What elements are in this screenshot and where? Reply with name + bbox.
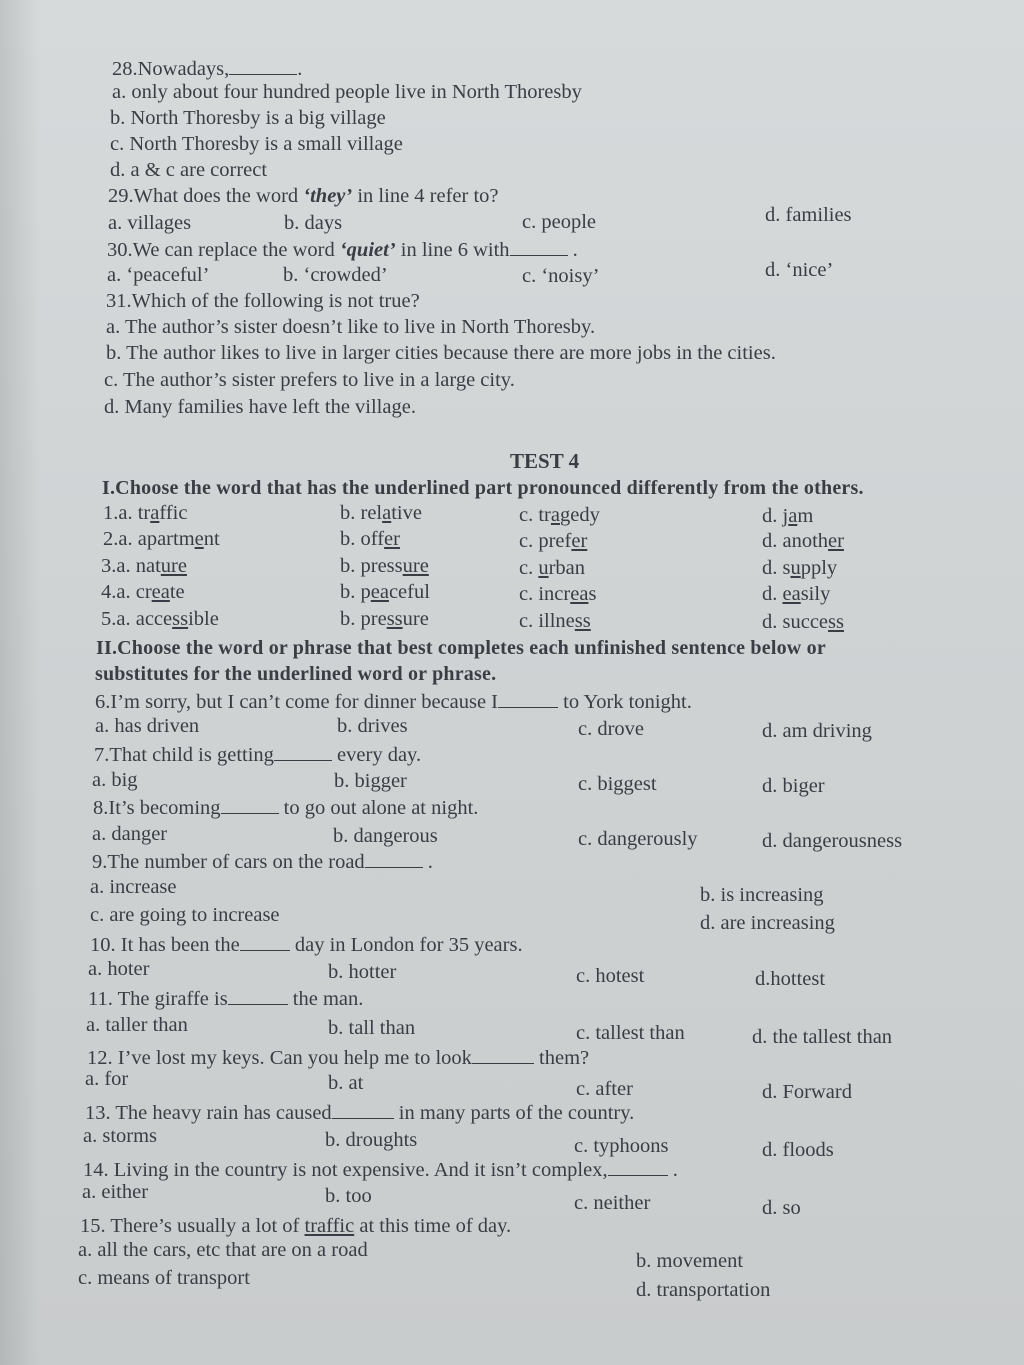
pronunciation-q2-option-c: c. prefer xyxy=(519,530,588,552)
underlined-part: a xyxy=(550,504,560,526)
question-30-option-a: a. ‘peaceful’ xyxy=(107,264,210,286)
pronunciation-q2-option-b: b. offer xyxy=(340,528,400,550)
question-30-option-d: d. ‘nice’ xyxy=(765,259,834,281)
question-31-option-a: a. The author’s sister doesn’t like to live in North Thoresby. xyxy=(106,316,596,338)
question-13-option-b: b. droughts xyxy=(325,1129,418,1151)
question-9-option-d: d. are increasing xyxy=(700,912,835,934)
pronunciation-q4-option-b: b. peaceful xyxy=(340,581,430,603)
question-7-option-d: d. biger xyxy=(762,775,825,797)
pronunciation-q4-option-a: 4.a. create xyxy=(101,581,185,603)
underlined-part: ss xyxy=(172,608,189,630)
question-30-option-b: b. ‘crowded’ xyxy=(283,264,388,286)
question-12-option-a: a. for xyxy=(85,1068,129,1090)
question-15-option-b: b. movement xyxy=(636,1250,744,1272)
question-29-option-c: c. people xyxy=(522,211,596,233)
question-28-stem: 28.Nowadays, . xyxy=(112,58,303,80)
question-7-option-b: b. bigger xyxy=(334,770,407,792)
underlined-part: ss xyxy=(574,610,591,632)
underlined-part: er xyxy=(571,530,588,552)
question-28-option-d: d. a & c are correct xyxy=(110,159,268,181)
pronunciation-q3-option-d: d. supply xyxy=(762,557,838,579)
question-7-option-c: c. biggest xyxy=(578,773,657,795)
pronunciation-q1-option-b: b. relative xyxy=(340,502,422,524)
question-14-option-b: b. too xyxy=(325,1185,372,1207)
question-9-option-b: b. is increasing xyxy=(700,884,824,906)
answer-blank[interactable] xyxy=(240,932,290,951)
pronunciation-q4-option-c: c. increas xyxy=(519,583,597,605)
question-6-option-c: c. drove xyxy=(578,718,645,740)
question-29-option-a: a. villages xyxy=(108,212,192,234)
question-30-option-c: c. ‘noisy’ xyxy=(522,265,600,287)
question-13-option-a: a. storms xyxy=(83,1125,158,1147)
question-15-option-a: a. all the cars, etc that are on a road xyxy=(78,1239,368,1261)
question-8-stem: 8.It’s becoming to go out alone at night. xyxy=(93,797,479,819)
question-10-option-c: c. hotest xyxy=(576,965,645,987)
question-14-option-c: c. neither xyxy=(574,1192,651,1214)
underlined-part: u xyxy=(538,557,549,579)
question-13-stem: 13. The heavy rain has caused in many parts of the country. xyxy=(85,1102,635,1124)
underlined-part: a xyxy=(382,502,392,524)
answer-blank[interactable] xyxy=(228,986,288,1005)
underlined-part: ure xyxy=(160,555,187,577)
answer-blank[interactable] xyxy=(274,742,332,761)
question-10-stem: 10. It has been the day in London for 35 years. xyxy=(90,934,523,956)
pronunciation-q1-option-d: d. jam xyxy=(762,505,814,527)
underlined-part: ss xyxy=(828,611,844,633)
underlined-part: er xyxy=(384,528,400,550)
question-15-option-c: c. means of transport xyxy=(78,1267,250,1289)
section-2-heading-line-1: II.Choose the word or phrase that best completes each unfinished sentence below or xyxy=(96,637,826,659)
question-8-option-c: c. dangerously xyxy=(578,828,698,850)
underlined-part: ea xyxy=(151,581,170,603)
answer-blank[interactable] xyxy=(221,795,279,814)
question-6-option-a: a. has driven xyxy=(95,715,200,737)
question-6-stem: 6.I’m sorry, but I can’t come for dinner because I to York tonight. xyxy=(95,691,692,713)
underlined-part: ea xyxy=(370,581,389,603)
question-11-option-d: d. the tallest than xyxy=(752,1026,893,1048)
answer-blank[interactable] xyxy=(332,1100,394,1119)
question-10-option-d: d.hottest xyxy=(755,968,826,990)
underlined-part: ea xyxy=(570,583,589,605)
question-31-stem: 31.Which of the following is not true? xyxy=(106,290,420,312)
pronunciation-q5-option-c: c. illness xyxy=(519,610,591,632)
question-28-option-a: a. only about four hundred people live in North Thoresby xyxy=(112,81,582,103)
pronunciation-q5-option-b: b. pressure xyxy=(340,608,429,630)
pronunciation-q2-option-a: 2.a. apartment xyxy=(103,528,220,550)
question-29-stem: 29.What does the word ‘they’ in line 4 refer to? xyxy=(108,185,499,207)
question-12-stem: 12. I’ve lost my keys. Can you help me to look them? xyxy=(87,1047,590,1069)
section-1-heading: I.Choose the word that has the underlined part pronounced differently from the others. xyxy=(102,477,864,499)
question-11-stem: 11. The giraffe is the man. xyxy=(88,988,364,1010)
pronunciation-q5-option-d: d. success xyxy=(762,611,844,633)
question-6-option-d: d. am driving xyxy=(762,720,872,742)
question-11-option-a: a. taller than xyxy=(86,1014,188,1036)
underlined-part: u xyxy=(790,557,801,579)
pronunciation-q4-option-d: d. easily xyxy=(762,583,831,605)
question-14-stem: 14. Living in the country is not expensive. And it isn’t complex, . xyxy=(83,1159,678,1181)
answer-blank[interactable] xyxy=(365,849,423,868)
question-8-option-b: b. dangerous xyxy=(333,825,438,847)
pronunciation-q1-option-c: c. tragedy xyxy=(519,504,600,526)
question-30-stem: 30.We can replace the word ‘quiet’ in line 6 with . xyxy=(107,239,578,261)
question-8-option-d: d. dangerousness xyxy=(762,830,903,852)
pronunciation-q1-option-a: 1.a. traffic xyxy=(103,502,188,524)
question-14-option-a: a. either xyxy=(82,1181,149,1203)
question-31-option-c: c. The author’s sister prefers to live in a large city. xyxy=(104,369,515,391)
underlined-part: e xyxy=(194,528,204,550)
question-7-stem: 7.That child is getting every day. xyxy=(94,744,422,766)
question-12-option-c: c. after xyxy=(576,1078,633,1100)
question-11-option-c: c. tallest than xyxy=(576,1022,685,1044)
question-7-option-a: a. big xyxy=(92,769,138,791)
test-title: TEST 4 xyxy=(510,449,580,473)
question-12-option-d: d. Forward xyxy=(762,1081,852,1103)
answer-blank[interactable] xyxy=(498,689,558,708)
pronunciation-q2-option-d: d. another xyxy=(762,530,844,552)
question-29-option-d: d. families xyxy=(765,204,852,226)
section-2-heading-line-2: substitutes for the underlined word or phrase. xyxy=(95,663,497,685)
question-28-option-c: c. North Thoresby is a small village xyxy=(110,133,403,155)
question-6-option-b: b. drives xyxy=(337,715,408,737)
question-10-option-a: a. hoter xyxy=(88,958,150,980)
question-11-option-b: b. tall than xyxy=(328,1017,416,1039)
pronunciation-q3-option-c: c. urban xyxy=(519,557,586,579)
question-9-option-c: c. are going to increase xyxy=(90,904,280,926)
underlined-word: traffic xyxy=(304,1215,355,1237)
question-13-option-c: c. typhoons xyxy=(574,1135,669,1157)
question-10-option-b: b. hotter xyxy=(328,961,397,983)
question-28-option-b: b. North Thoresby is a big village xyxy=(110,107,386,129)
question-31-option-b: b. The author likes to live in larger cities because there are more jobs in the cities. xyxy=(106,342,776,364)
question-13-option-d: d. floods xyxy=(762,1139,834,1161)
pronunciation-q3-option-a: 3.a. nature xyxy=(101,555,187,577)
underlined-part: ea xyxy=(782,583,801,605)
question-15-option-d: d. transportation xyxy=(636,1279,771,1301)
question-31-option-d: d. Many families have left the village. xyxy=(104,396,416,418)
underlined-part: ss xyxy=(386,608,403,630)
answer-blank[interactable] xyxy=(608,1157,668,1176)
pronunciation-q5-option-a: 5.a. accessible xyxy=(101,608,219,630)
underlined-part: er xyxy=(828,530,844,552)
underlined-part: a xyxy=(788,505,798,527)
underlined-part: ure xyxy=(402,555,429,577)
answer-blank[interactable] xyxy=(472,1045,534,1064)
question-8-option-a: a. danger xyxy=(92,823,168,845)
question-9-option-a: a. increase xyxy=(90,876,177,898)
question-29-option-b: b. days xyxy=(284,212,343,234)
underlined-part: a xyxy=(150,502,160,524)
question-15-stem: 15. There’s usually a lot of traffic at this time of day. xyxy=(80,1215,512,1237)
question-9-stem: 9.The number of cars on the road . xyxy=(92,851,433,873)
question-12-option-b: b. at xyxy=(328,1072,364,1094)
pronunciation-q3-option-b: b. pressure xyxy=(340,555,429,577)
question-14-option-d: d. so xyxy=(762,1197,801,1219)
